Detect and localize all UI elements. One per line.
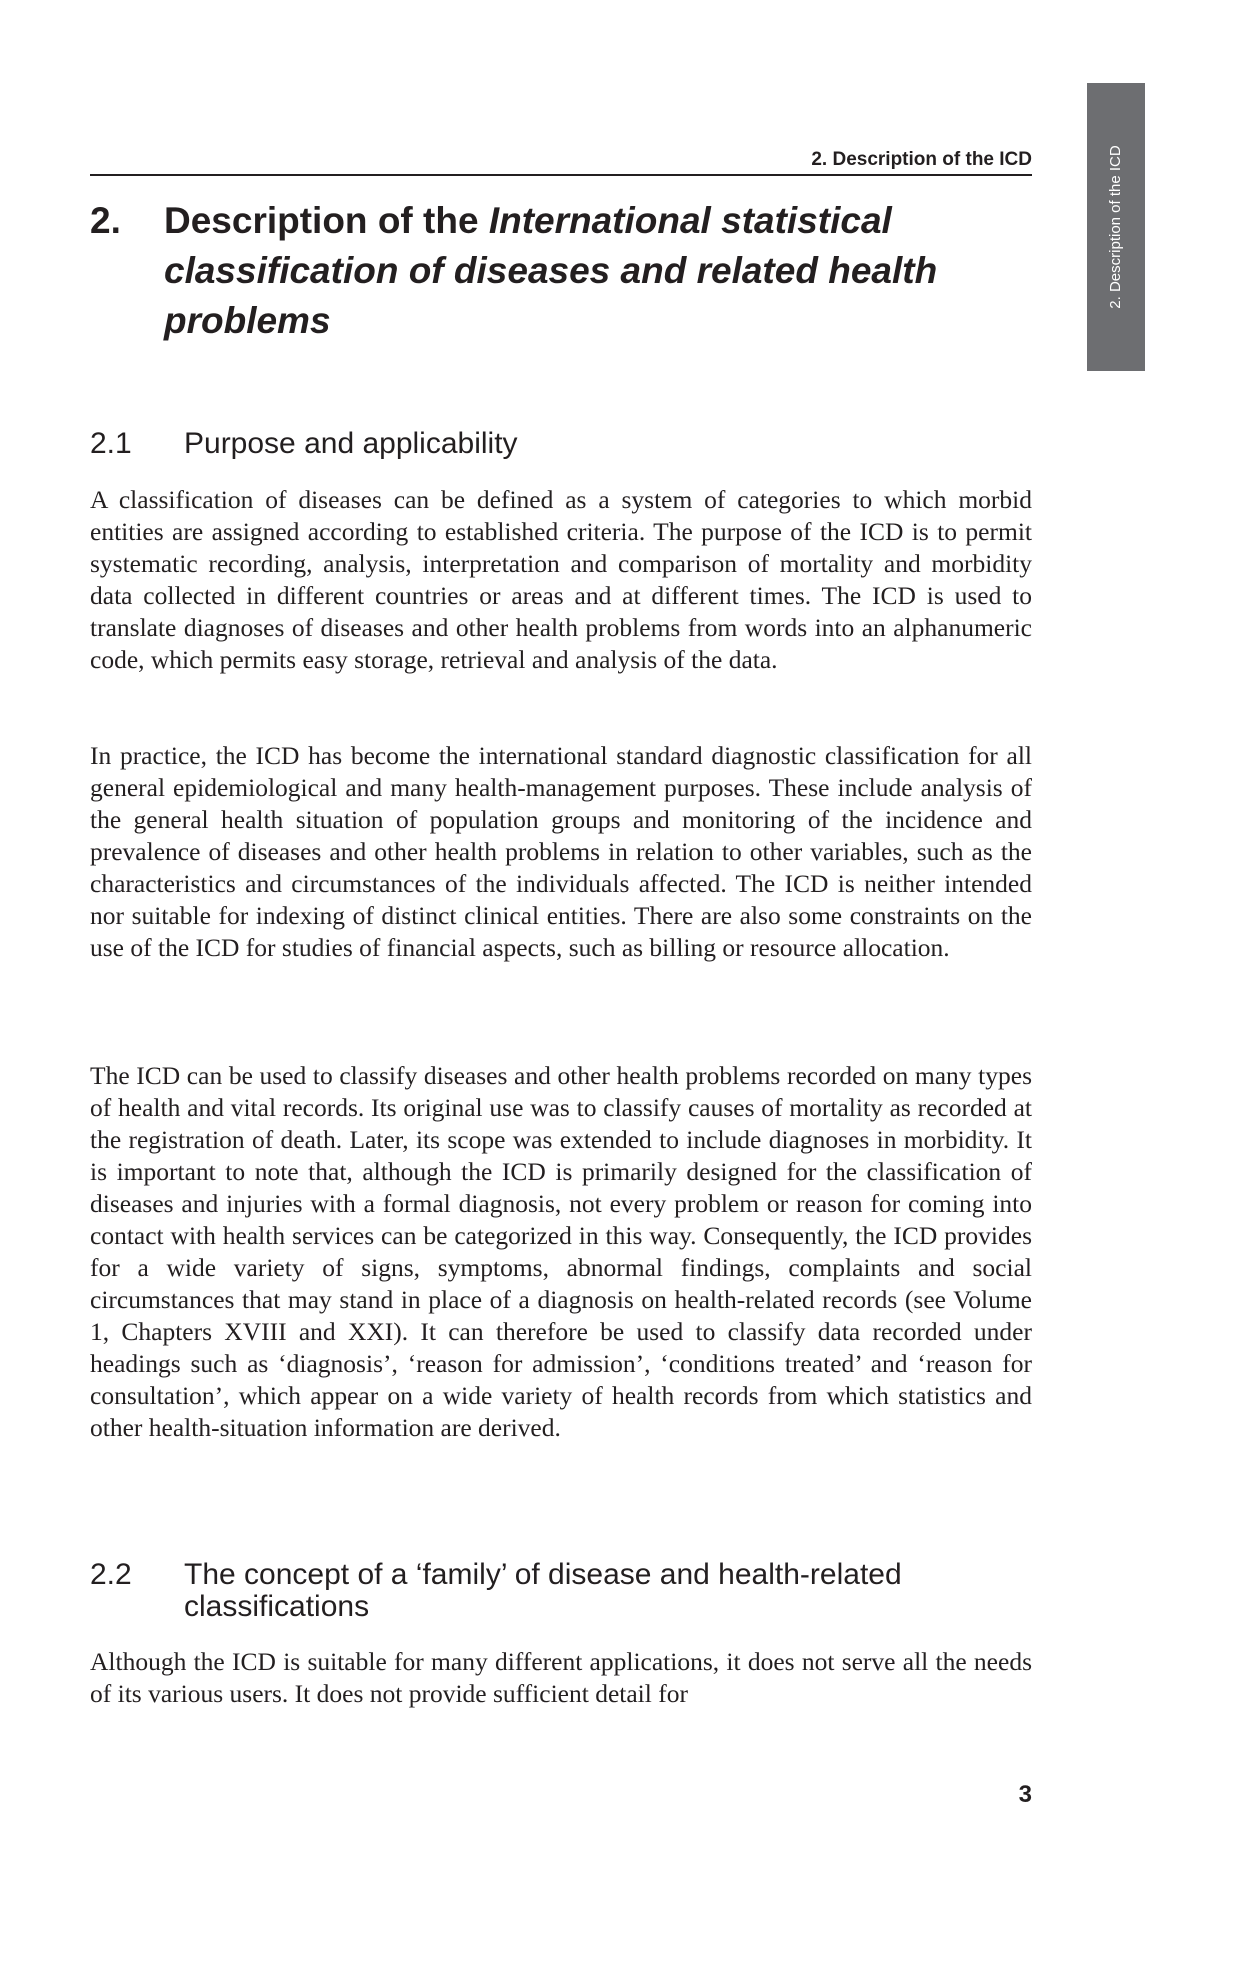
side-tab xyxy=(1087,83,1145,371)
section-title: Purpose and applicability xyxy=(184,427,518,460)
section-number: 2.2 xyxy=(90,1558,132,1591)
page-number: 3 xyxy=(1018,1781,1032,1808)
chapter-title-plain: Description of the xyxy=(164,200,489,241)
header-rule xyxy=(90,174,1032,176)
paragraph: In practice, the ICD has become the international standard diagnostic classification for all general epidemiological and many health-management purposes. These include analysis of the general health situation of population groups and monitoring of the incidence and prevalence of diseases and other health problems in relation to other variables, such as the characteristics and circumstances of the individuals affected. The ICD is neither intended nor suitable for indexing of distinct clinical entities. There are also some constraints on the use of the ICD for studies of financial aspects, such as billing or resource allocation. xyxy=(90,741,1032,962)
paragraph: A classification of diseases can be defined as a system of categories to which morbid entities are assigned according to established criteria. The purpose of the ICD is to permit systematic recording, analysis, interpretation and comparison of mortality and morbidity data collected in different countries or areas and at different times. The ICD is used to translate diagnoses of diseases and other health problems from words into an alphanumeric code, which permits easy storage, retrieval and analysis of the data. xyxy=(90,485,1032,674)
section-number: 2.1 xyxy=(90,427,132,460)
paragraph: The ICD can be used to classify diseases and other health problems recorded on many types of health and vital records. Its original use was to classify causes of mortality as recorded at the registration of death. Later, its scope was extended to include diagnoses in morbidity. It is important to note that, although the ICD is primarily designed for the classification of diseases and injuries with a formal diagnosis, not every problem or reason for coming into contact with health services can be categorized in this way. Consequently, the ICD provides for a wide variety of signs, symptoms, abnormal findings, complaints and social circumstances that may stand in place of a diagnosis on health-related records (see Volume 1, Chapters XVIII and XXI). It can therefore be used to classify data recorded under headings such as ‘diagnosis’, ‘reason for admission’, ‘conditions treated’ and ‘reason for consultation’, which appear on a wide variety of health records from which statistics and other health-situation information are derived. xyxy=(90,1061,1032,1442)
chapter-title-italic: International statistical classification of diseases and related health problems xyxy=(164,200,938,341)
chapter-title-text xyxy=(164,196,964,346)
side-tab-label: 2. Description of the ICD xyxy=(1107,145,1124,309)
paragraph: Although the ICD is suitable for many different applications, it does not serve all the needs of its various users. It does not provide sufficient detail for xyxy=(90,1647,1032,1708)
section-title: The concept of a ‘family’ of disease and health-related classifications xyxy=(184,1558,902,1623)
running-header: 2. Description of the ICD xyxy=(811,149,1032,170)
chapter-number: 2. xyxy=(90,200,121,241)
